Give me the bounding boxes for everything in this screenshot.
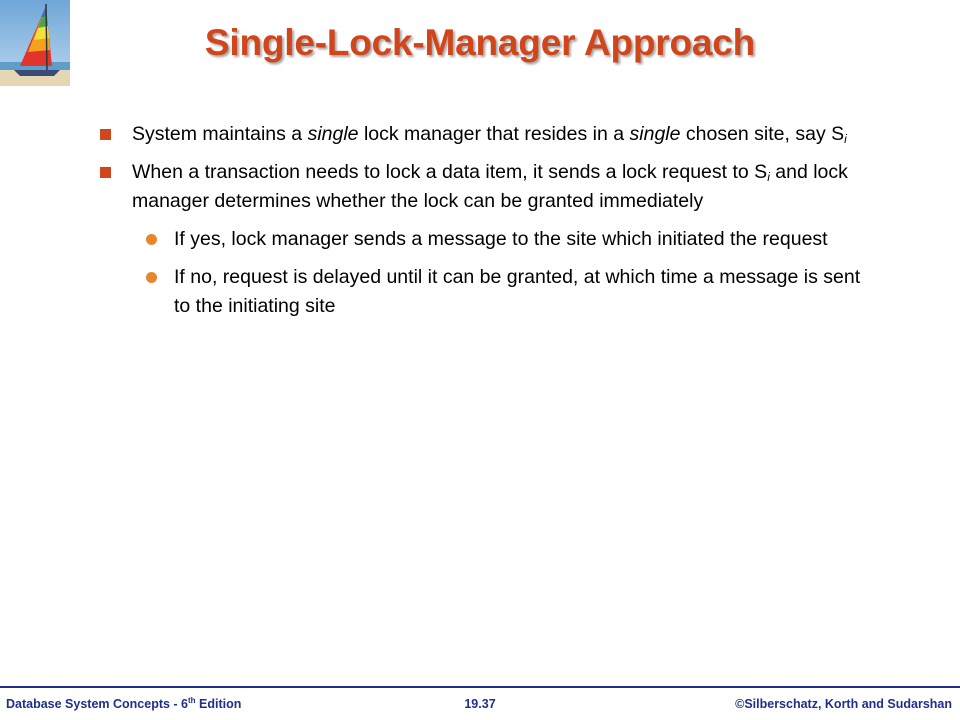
square-bullet-icon [100,167,111,178]
bullet-item: When a transaction needs to lock a data item, it sends a lock request to $S_i$ and lock manager determines whether the lock can be granted immediately [100,158,880,216]
sub-bullet-item: If yes, lock manager sends a message to the site which initiated the request [100,225,880,254]
footer-slide-number: 19.37 [464,697,496,711]
footer-copyright: ©Silberschatz, Korth and Sudarshan [735,697,952,711]
square-bullet-icon [100,129,111,140]
slide-content [100,120,880,330]
slide-title: Single-Lock-Manager Approach [204,22,756,63]
footer-book-title: Database System Concepts - 6th Edition [6,695,242,711]
bullet-item: System maintains a single lock manager that resides in a single chosen site, say $S_i$ [100,120,880,149]
round-bullet-icon [146,234,157,245]
round-bullet-icon [146,272,157,283]
sub-bullet-item: If no, request is delayed until it can be granted, at which time a message is sent to the initiating site [100,263,880,321]
slide-footer [0,686,960,720]
